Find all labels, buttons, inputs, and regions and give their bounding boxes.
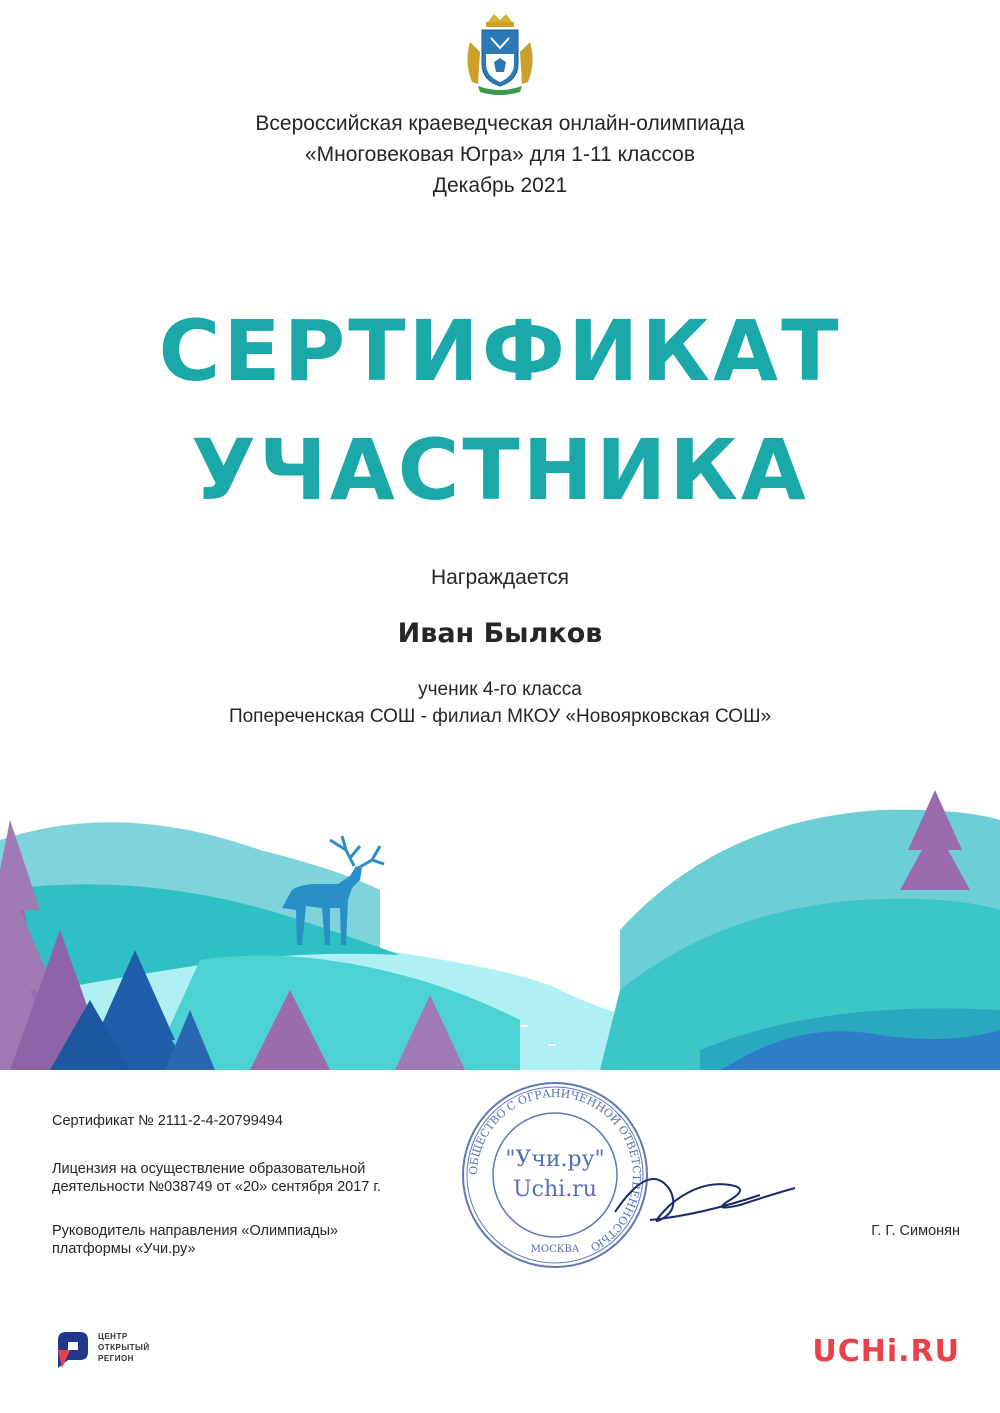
director-info — [52, 1222, 338, 1258]
certificate-title-line-1: СЕРТИФИКАТ — [158, 302, 842, 400]
region-line-1: ЦЕНТР — [98, 1332, 128, 1341]
certificate-title-line-2: УЧАСТНИКА — [191, 421, 809, 519]
director-line-2: платформы «Учи.ру» — [52, 1241, 196, 1257]
license-info — [52, 1160, 381, 1196]
header-line-2: «Многовековая Югра» для 1-11 классов — [304, 143, 696, 166]
recipient-details — [0, 676, 1000, 730]
header-line-3: Декабрь 2021 — [432, 174, 568, 197]
open-region-logo — [52, 1328, 172, 1378]
director-line-1: Руководитель направления «Олимпиады» — [52, 1223, 339, 1239]
license-line-1: Лицензия на осуществление образовательной — [52, 1161, 366, 1177]
coat-of-arms-emblem — [458, 12, 542, 98]
olympiad-header — [0, 108, 1000, 201]
handwritten-signature — [610, 1150, 800, 1250]
header-line-1: Всероссийская краеведческая онлайн-олимпиада — [255, 112, 745, 135]
signer-name: Г. Г. Симонян — [871, 1223, 960, 1239]
stamp-ring-text: ОБЩЕСТВО С ОГРАНИЧЕННОЙ ОТВЕТСТВЕННОСТЬЮ — [466, 1086, 644, 1254]
region-line-2: ОТКРЫТЫЙ — [98, 1343, 150, 1352]
awarded-label: Награждается — [430, 566, 570, 589]
recipient-grade: ученик 4-го класса — [418, 679, 582, 700]
open-region-icon — [52, 1328, 92, 1370]
license-line-2: деятельности №038749 от «20» сентября 2017 г. — [52, 1179, 381, 1195]
stamp-city: МОСКВА — [530, 1244, 580, 1255]
region-line-3: РЕГИОН — [98, 1354, 134, 1363]
certificate-number: Сертификат № 2111-2-4-20799494 — [52, 1113, 283, 1129]
uchi-ru-logo: UCHi.RU — [812, 1334, 960, 1369]
recipient-name: Иван Былков — [397, 618, 603, 649]
stamp-inner-top: "Учи.ру" — [505, 1147, 605, 1172]
recipient-school: Попереченская СОШ - филиал МКОУ «Новоярковская СОШ» — [228, 706, 772, 727]
stamp-inner-bottom: Uchi.ru — [513, 1177, 597, 1202]
landscape-illustration — [0, 780, 1000, 1070]
